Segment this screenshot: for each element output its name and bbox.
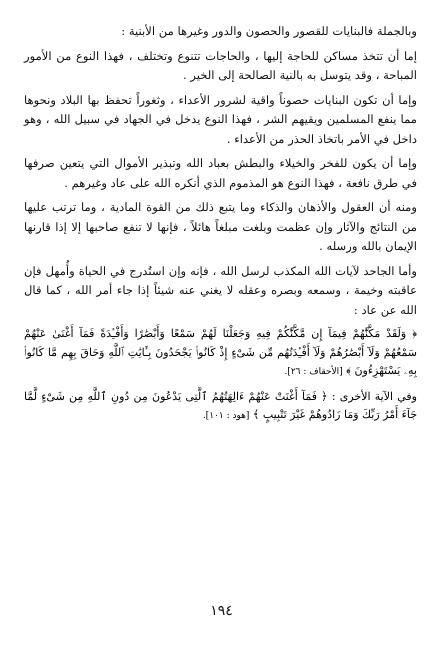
quote-intro: وفي الآية الأخرى : [331, 389, 417, 403]
paragraph-fortresses: وإما أن تكون البنايات حصوناً واقية لشرور الأعداء ، وثغوراً تحفظ بها البلاد ونحوها مما ينفع المسلمين ويقيهم الشر ، فهذا النوع يدخل في الجهاد في سبيل الله ، وهو داخل في الأمر باتخاذ الحذر من الأعداء . [24, 92, 417, 146]
paragraph-pride: وإما أن يكون للفخر والخيلاء والبطش بعباد الله وتبذير الأموال التي يتعين صرفها في طرق نافعة ، فهذا النوع هو المذموم الذي أنكره الله على عاد وغيرهم . [24, 156, 417, 190]
quote-text: ﴿ وَلَقَدْ مَكَّنَّٰهُمْ فِيمَآ إِن مَّكَّنَّٰكُمْ فِيهِ وَجَعَلْنَا لَهُمْ سَمْعًا وَأَبْصَٰرًا وَأَفْـِٔدَةً فَمَآ أَغْنَىٰ عَنْهُمْ سَمْعُهُمْ وَلَآ أَبْصَٰرُهُمْ وَلَآ أَفْـِٔدَتُهُم مِّن شَىْءٍ إِذْ كَانُوا۟ يَجْحَدُونَ بِـَٔايَٰتِ ٱللَّهِ وَحَاقَ بِهِم مَّا كَانُوا۟ بِهِۦ يَسْتَهْزِءُونَ ﴾ [24, 327, 417, 377]
quote-text: ﴿ فَمَآ أَغْنَتْ عَنْهُمْ ءَالِهَتُهُمُ ٱلَّتِى يَدْعُونَ مِن دُونِ ٱللَّهِ مِن شَىْءٍ لَّمَّا جَآءَ أَمْرُ رَبِّكَ وَمَا زَادُوهُمْ غَيْرَ تَتْبِيبٍ ﴾ [24, 389, 417, 421]
quote-reference: [الأحقاف : ٢٦]. [284, 367, 343, 377]
quran-quote-ahqaf [24, 325, 417, 382]
paragraph-dwellings: إما أن تتخذ مساكن للحاجة إليها ، والحاجات تتنوع وتختلف ، فهذا النوع من الأمور المباحة ، وقد يتوسل به بالنية الصالحة إلى الخير . [24, 48, 417, 82]
paragraph-buildings-intro: وبالجملة فالبنايات للقصور والحصون والدور وغيرها من الأبنية : [121, 24, 417, 38]
quote-reference: [هود : ١٠١]. [202, 411, 250, 421]
quran-quote-hud [24, 388, 417, 426]
paragraph-intellect: ومنه أن العقول والأذهان والذكاء وما يتبع ذلك من القوة المادية ، وما ترتب عليها من النتائج والآثار وإن عظمت وبلغت مبلغاً هائلاً ، فإنها لا تنفع صاحبها إلا إذا قارنها الإيمان بالله ورسله . [24, 200, 417, 253]
paragraph-denier: وأما الجاحد لآيات الله المكذب لرسل الله ، فإنه وإن استُدرج في الحياة وأُمهل فإن عاقبته وخيمة ، وسمعه وبصره وعقله لا يغني عنه شيئاً إذا جاء أمر الله ، كما قال الله عن عاد : [24, 263, 417, 317]
page-number: ١٩٤ [210, 603, 233, 619]
